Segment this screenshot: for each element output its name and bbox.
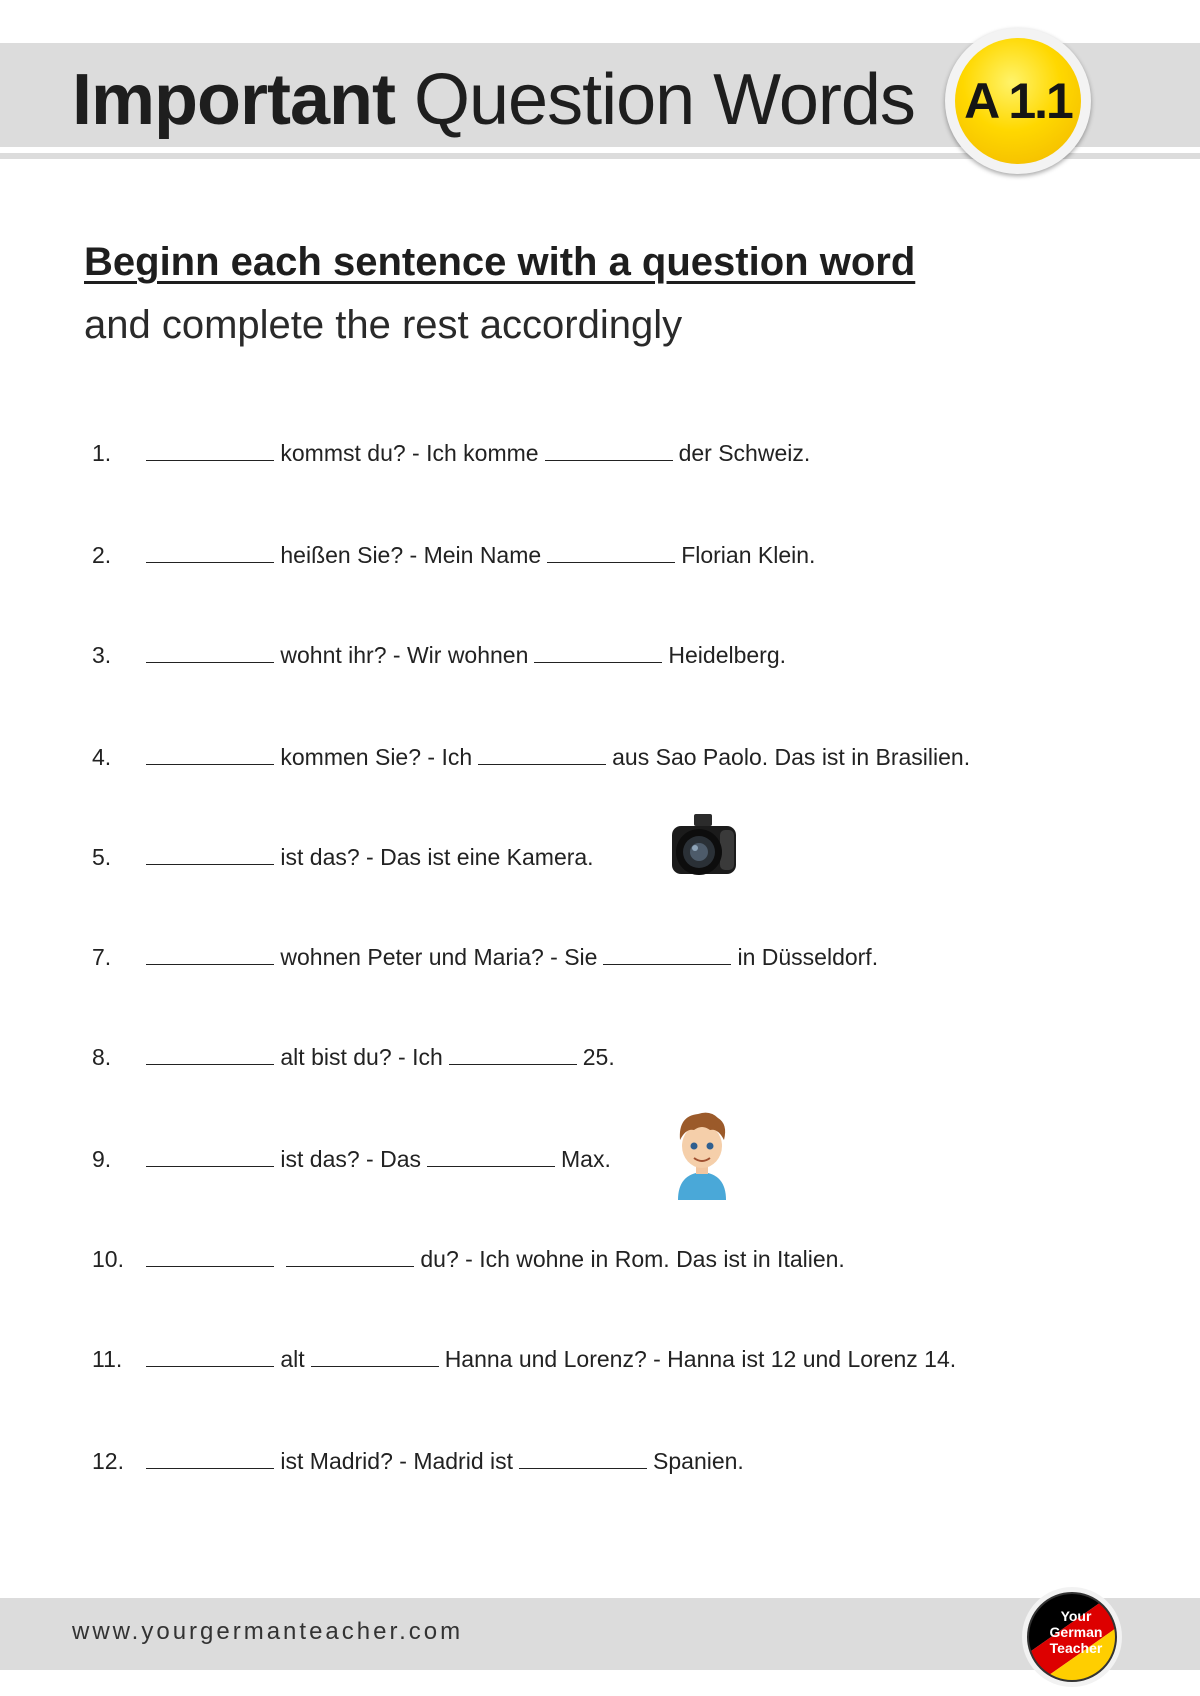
exercise-text: du? - Ich wohne in Rom. Das ist in Italien. [420, 1246, 845, 1272]
exercise-text: Florian Klein. [681, 542, 816, 568]
page-title-bold: Important [72, 60, 395, 140]
boy-avatar-icon [672, 1110, 732, 1200]
exercise-text: Hanna und Lorenz? - Hanna ist 12 und Lorenz 14. [444, 1346, 957, 1372]
exercise-item-10 [92, 1242, 845, 1276]
exercise-number: 4. [92, 744, 112, 770]
exercise-text: wohnt ihr? - Wir wohnen [280, 642, 529, 668]
exercise-number: 7. [92, 944, 112, 970]
exercise-text: kommst du? - Ich komme [280, 440, 539, 466]
answer-blank[interactable] [146, 642, 274, 663]
exercise-item-4 [92, 740, 970, 774]
exercise-number: 10. [92, 1246, 124, 1272]
exercise-number: 5. [92, 844, 112, 870]
answer-blank[interactable] [146, 440, 274, 461]
exercise-text: ist das? - Das ist eine Kamera. [280, 844, 594, 870]
answer-blank[interactable] [146, 1044, 274, 1065]
answer-blank[interactable] [534, 642, 662, 663]
logo-text-line2: German [1049, 1624, 1103, 1640]
exercise-number: 3. [92, 642, 112, 668]
exercise-text: Max. [561, 1146, 611, 1172]
exercise-number: 8. [92, 1044, 112, 1070]
logo-text-line1: Your [1060, 1608, 1092, 1624]
exercise-text: aus Sao Paolo. Das ist in Brasilien. [612, 744, 971, 770]
exercise-number: 2. [92, 542, 112, 568]
exercise-number: 12. [92, 1448, 124, 1474]
exercise-text: 25. [582, 1044, 615, 1070]
answer-blank[interactable] [478, 744, 606, 765]
exercise-item-2 [92, 538, 815, 572]
your-german-teacher-logo [1020, 1585, 1124, 1689]
exercise-item-1 [92, 436, 810, 470]
answer-blank[interactable] [311, 1346, 439, 1367]
footer-url[interactable]: www.yourgermanteacher.com [72, 1618, 464, 1645]
exercise-text: ist Madrid? - Madrid ist [280, 1448, 514, 1474]
page-title-rest: Question Words [414, 60, 915, 140]
exercise-text: der Schweiz. [678, 440, 811, 466]
exercise-text: in Düsseldorf. [737, 944, 879, 970]
answer-blank[interactable] [146, 1246, 274, 1267]
answer-blank[interactable] [146, 1448, 274, 1469]
answer-blank[interactable] [286, 1246, 414, 1267]
answer-blank[interactable] [427, 1146, 555, 1167]
instruction-subtitle: and complete the rest accordingly [84, 303, 683, 347]
exercise-text: alt [280, 1346, 305, 1372]
exercise-text: kommen Sie? - Ich [280, 744, 473, 770]
exercise-text: Spanien. [653, 1448, 744, 1474]
answer-blank[interactable] [146, 1346, 274, 1367]
page-title [72, 52, 915, 148]
level-badge-label: A 1.1 [964, 73, 1072, 129]
answer-blank[interactable] [603, 944, 731, 965]
camera-icon [666, 812, 742, 880]
answer-blank[interactable] [519, 1448, 647, 1469]
exercise-number: 11. [92, 1346, 123, 1372]
answer-blank[interactable] [146, 944, 274, 965]
instruction-title: Beginn each sentence with a question word [84, 240, 916, 284]
exercise-text: ist das? - Das [280, 1146, 421, 1172]
level-badge-disc [955, 38, 1081, 164]
exercise-item-11 [92, 1342, 956, 1376]
answer-blank[interactable] [545, 440, 673, 461]
exercise-number: 1. [92, 440, 112, 466]
exercise-item-7 [92, 940, 878, 974]
exercise-text: wohnen Peter und Maria? - Sie [280, 944, 598, 970]
exercise-item-9 [92, 1142, 611, 1176]
exercise-item-12 [92, 1444, 744, 1478]
answer-blank[interactable] [146, 744, 274, 765]
answer-blank[interactable] [146, 1146, 274, 1167]
answer-blank[interactable] [146, 542, 274, 563]
exercise-number: 9. [92, 1146, 112, 1172]
exercise-text: heißen Sie? - Mein Name [280, 542, 542, 568]
answer-blank[interactable] [547, 542, 675, 563]
exercise-item-3 [92, 638, 786, 672]
exercise-item-8 [92, 1040, 615, 1074]
answer-blank[interactable] [146, 844, 274, 865]
logo-text-line3: Teacher [1049, 1640, 1103, 1656]
level-badge [945, 28, 1091, 174]
exercise-text: Heidelberg. [668, 642, 787, 668]
exercise-text: alt bist du? - Ich [280, 1044, 443, 1070]
exercise-item-5 [92, 840, 594, 874]
answer-blank[interactable] [449, 1044, 577, 1065]
